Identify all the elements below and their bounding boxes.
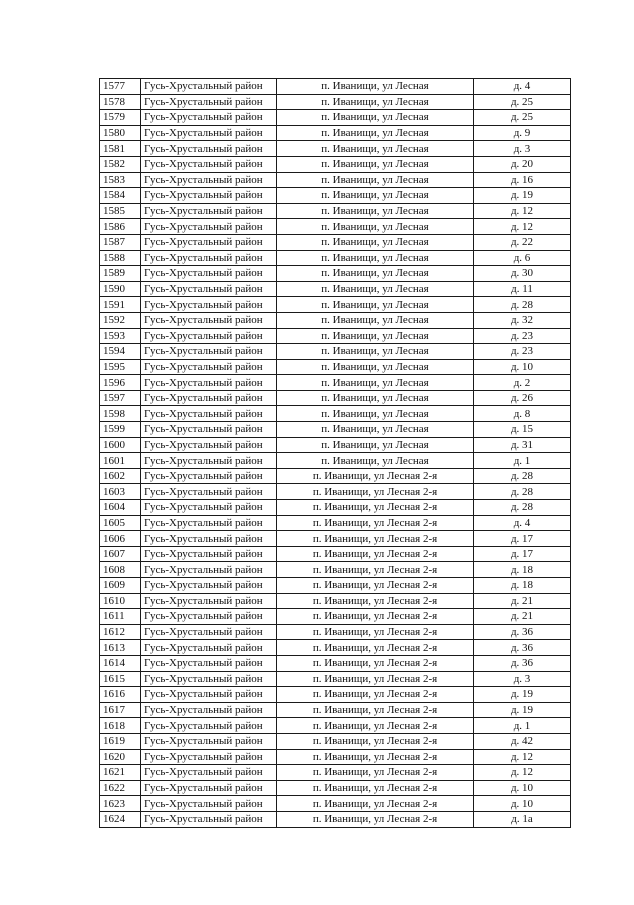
street-cell: п. Иванищи, ул Лесная <box>277 297 474 313</box>
district-cell: Гусь-Хрустальный район <box>141 562 277 578</box>
house-number-cell: д. 6 <box>474 250 571 266</box>
house-number-cell: д. 19 <box>474 188 571 204</box>
street-cell: п. Иванищи, ул Лесная 2-я <box>277 811 474 827</box>
row-number-cell: 1607 <box>100 546 141 562</box>
table-row <box>100 156 571 172</box>
street-cell: п. Иванищи, ул Лесная <box>277 328 474 344</box>
house-number-cell: д. 3 <box>474 141 571 157</box>
house-number-cell: д. 12 <box>474 749 571 765</box>
row-number-cell: 1588 <box>100 250 141 266</box>
house-number-cell: д. 28 <box>474 484 571 500</box>
district-cell: Гусь-Хрустальный район <box>141 765 277 781</box>
table-row <box>100 484 571 500</box>
row-number-cell: 1578 <box>100 94 141 110</box>
house-number-cell: д. 15 <box>474 422 571 438</box>
table-row <box>100 297 571 313</box>
row-number-cell: 1594 <box>100 344 141 360</box>
row-number-cell: 1599 <box>100 422 141 438</box>
street-cell: п. Иванищи, ул Лесная 2-я <box>277 702 474 718</box>
street-cell: п. Иванищи, ул Лесная <box>277 390 474 406</box>
district-cell: Гусь-Хрустальный район <box>141 312 277 328</box>
row-number-cell: 1589 <box>100 266 141 282</box>
house-number-cell: д. 17 <box>474 546 571 562</box>
table-row <box>100 234 571 250</box>
house-number-cell: д. 4 <box>474 515 571 531</box>
district-cell: Гусь-Хрустальный район <box>141 453 277 469</box>
table-row <box>100 110 571 126</box>
street-cell: п. Иванищи, ул Лесная <box>277 281 474 297</box>
table-row <box>100 500 571 516</box>
street-cell: п. Иванищи, ул Лесная 2-я <box>277 593 474 609</box>
street-cell: п. Иванищи, ул Лесная <box>277 172 474 188</box>
table-row <box>100 344 571 360</box>
house-number-cell: д. 17 <box>474 531 571 547</box>
house-number-cell: д. 19 <box>474 687 571 703</box>
table-row <box>100 687 571 703</box>
house-number-cell: д. 11 <box>474 281 571 297</box>
house-number-cell: д. 12 <box>474 203 571 219</box>
district-cell: Гусь-Хрустальный район <box>141 796 277 812</box>
row-number-cell: 1615 <box>100 671 141 687</box>
district-cell: Гусь-Хрустальный район <box>141 687 277 703</box>
table-row <box>100 141 571 157</box>
address-registry-table <box>99 78 571 828</box>
street-cell: п. Иванищи, ул Лесная <box>277 437 474 453</box>
street-cell: п. Иванищи, ул Лесная 2-я <box>277 765 474 781</box>
street-cell: п. Иванищи, ул Лесная 2-я <box>277 578 474 594</box>
house-number-cell: д. 10 <box>474 780 571 796</box>
table-row <box>100 219 571 235</box>
district-cell: Гусь-Хрустальный район <box>141 609 277 625</box>
table-row <box>100 437 571 453</box>
table-row <box>100 94 571 110</box>
district-cell: Гусь-Хрустальный район <box>141 94 277 110</box>
street-cell: п. Иванищи, ул Лесная 2-я <box>277 655 474 671</box>
table-row <box>100 266 571 282</box>
house-number-cell: д. 12 <box>474 219 571 235</box>
street-cell: п. Иванищи, ул Лесная 2-я <box>277 640 474 656</box>
street-cell: п. Иванищи, ул Лесная <box>277 79 474 95</box>
district-cell: Гусь-Хрустальный район <box>141 328 277 344</box>
row-number-cell: 1586 <box>100 219 141 235</box>
street-cell: п. Иванищи, ул Лесная <box>277 219 474 235</box>
row-number-cell: 1583 <box>100 172 141 188</box>
street-cell: п. Иванищи, ул Лесная 2-я <box>277 733 474 749</box>
street-cell: п. Иванищи, ул Лесная 2-я <box>277 671 474 687</box>
house-number-cell: д. 2 <box>474 375 571 391</box>
house-number-cell: д. 18 <box>474 578 571 594</box>
table-row <box>100 422 571 438</box>
house-number-cell: д. 8 <box>474 406 571 422</box>
house-number-cell: д. 36 <box>474 624 571 640</box>
district-cell: Гусь-Хрустальный район <box>141 344 277 360</box>
street-cell: п. Иванищи, ул Лесная <box>277 141 474 157</box>
row-number-cell: 1597 <box>100 390 141 406</box>
row-number-cell: 1600 <box>100 437 141 453</box>
street-cell: п. Иванищи, ул Лесная 2-я <box>277 718 474 734</box>
district-cell: Гусь-Хрустальный район <box>141 188 277 204</box>
row-number-cell: 1618 <box>100 718 141 734</box>
row-number-cell: 1584 <box>100 188 141 204</box>
district-cell: Гусь-Хрустальный район <box>141 733 277 749</box>
table-row <box>100 749 571 765</box>
house-number-cell: д. 3 <box>474 671 571 687</box>
street-cell: п. Иванищи, ул Лесная 2-я <box>277 546 474 562</box>
row-number-cell: 1609 <box>100 578 141 594</box>
house-number-cell: д. 9 <box>474 125 571 141</box>
district-cell: Гусь-Хрустальный район <box>141 422 277 438</box>
house-number-cell: д. 18 <box>474 562 571 578</box>
row-number-cell: 1617 <box>100 702 141 718</box>
district-cell: Гусь-Хрустальный район <box>141 640 277 656</box>
house-number-cell: д. 32 <box>474 312 571 328</box>
row-number-cell: 1624 <box>100 811 141 827</box>
district-cell: Гусь-Хрустальный район <box>141 515 277 531</box>
district-cell: Гусь-Хрустальный район <box>141 156 277 172</box>
table-row <box>100 609 571 625</box>
row-number-cell: 1593 <box>100 328 141 344</box>
street-cell: п. Иванищи, ул Лесная 2-я <box>277 484 474 500</box>
table-row <box>100 172 571 188</box>
row-number-cell: 1603 <box>100 484 141 500</box>
house-number-cell: д. 21 <box>474 593 571 609</box>
district-cell: Гусь-Хрустальный район <box>141 125 277 141</box>
table-row <box>100 765 571 781</box>
row-number-cell: 1620 <box>100 749 141 765</box>
house-number-cell: д. 23 <box>474 344 571 360</box>
house-number-cell: д. 26 <box>474 390 571 406</box>
house-number-cell: д. 10 <box>474 359 571 375</box>
table-row <box>100 359 571 375</box>
street-cell: п. Иванищи, ул Лесная <box>277 406 474 422</box>
street-cell: п. Иванищи, ул Лесная 2-я <box>277 531 474 547</box>
row-number-cell: 1622 <box>100 780 141 796</box>
street-cell: п. Иванищи, ул Лесная <box>277 359 474 375</box>
house-number-cell: д. 25 <box>474 110 571 126</box>
table-row <box>100 733 571 749</box>
table-row <box>100 125 571 141</box>
house-number-cell: д. 1 <box>474 718 571 734</box>
district-cell: Гусь-Хрустальный район <box>141 546 277 562</box>
district-cell: Гусь-Хрустальный район <box>141 718 277 734</box>
row-number-cell: 1616 <box>100 687 141 703</box>
district-cell: Гусь-Хрустальный район <box>141 500 277 516</box>
district-cell: Гусь-Хрустальный район <box>141 749 277 765</box>
row-number-cell: 1614 <box>100 655 141 671</box>
row-number-cell: 1577 <box>100 79 141 95</box>
table-row <box>100 281 571 297</box>
row-number-cell: 1605 <box>100 515 141 531</box>
district-cell: Гусь-Хрустальный район <box>141 281 277 297</box>
district-cell: Гусь-Хрустальный район <box>141 219 277 235</box>
house-number-cell: д. 23 <box>474 328 571 344</box>
table-row <box>100 531 571 547</box>
row-number-cell: 1601 <box>100 453 141 469</box>
street-cell: п. Иванищи, ул Лесная 2-я <box>277 468 474 484</box>
house-number-cell: д. 4 <box>474 79 571 95</box>
street-cell: п. Иванищи, ул Лесная <box>277 250 474 266</box>
row-number-cell: 1610 <box>100 593 141 609</box>
row-number-cell: 1611 <box>100 609 141 625</box>
row-number-cell: 1608 <box>100 562 141 578</box>
house-number-cell: д. 36 <box>474 640 571 656</box>
street-cell: п. Иванищи, ул Лесная 2-я <box>277 562 474 578</box>
table-row <box>100 796 571 812</box>
street-cell: п. Иванищи, ул Лесная 2-я <box>277 796 474 812</box>
street-cell: п. Иванищи, ул Лесная 2-я <box>277 624 474 640</box>
table-row <box>100 671 571 687</box>
table-row <box>100 562 571 578</box>
house-number-cell: д. 42 <box>474 733 571 749</box>
row-number-cell: 1612 <box>100 624 141 640</box>
house-number-cell: д. 10 <box>474 796 571 812</box>
table-row <box>100 390 571 406</box>
house-number-cell: д. 30 <box>474 266 571 282</box>
district-cell: Гусь-Хрустальный район <box>141 437 277 453</box>
house-number-cell: д. 1 <box>474 453 571 469</box>
street-cell: п. Иванищи, ул Лесная <box>277 344 474 360</box>
table-row <box>100 718 571 734</box>
table-row <box>100 655 571 671</box>
district-cell: Гусь-Хрустальный район <box>141 531 277 547</box>
row-number-cell: 1582 <box>100 156 141 172</box>
house-number-cell: д. 36 <box>474 655 571 671</box>
house-number-cell: д. 22 <box>474 234 571 250</box>
street-cell: п. Иванищи, ул Лесная <box>277 156 474 172</box>
house-number-cell: д. 25 <box>474 94 571 110</box>
row-number-cell: 1623 <box>100 796 141 812</box>
street-cell: п. Иванищи, ул Лесная 2-я <box>277 749 474 765</box>
district-cell: Гусь-Хрустальный район <box>141 780 277 796</box>
district-cell: Гусь-Хрустальный район <box>141 671 277 687</box>
district-cell: Гусь-Хрустальный район <box>141 79 277 95</box>
row-number-cell: 1580 <box>100 125 141 141</box>
table-row <box>100 780 571 796</box>
table-row <box>100 593 571 609</box>
district-cell: Гусь-Хрустальный район <box>141 203 277 219</box>
row-number-cell: 1613 <box>100 640 141 656</box>
row-number-cell: 1596 <box>100 375 141 391</box>
house-number-cell: д. 20 <box>474 156 571 172</box>
row-number-cell: 1581 <box>100 141 141 157</box>
row-number-cell: 1590 <box>100 281 141 297</box>
district-cell: Гусь-Хрустальный район <box>141 390 277 406</box>
row-number-cell: 1587 <box>100 234 141 250</box>
table-row <box>100 624 571 640</box>
house-number-cell: д. 1а <box>474 811 571 827</box>
district-cell: Гусь-Хрустальный район <box>141 172 277 188</box>
house-number-cell: д. 28 <box>474 468 571 484</box>
district-cell: Гусь-Хрустальный район <box>141 578 277 594</box>
street-cell: п. Иванищи, ул Лесная <box>277 110 474 126</box>
street-cell: п. Иванищи, ул Лесная 2-я <box>277 780 474 796</box>
house-number-cell: д. 28 <box>474 297 571 313</box>
table-row <box>100 312 571 328</box>
district-cell: Гусь-Хрустальный район <box>141 702 277 718</box>
house-number-cell: д. 19 <box>474 702 571 718</box>
street-cell: п. Иванищи, ул Лесная <box>277 266 474 282</box>
street-cell: п. Иванищи, ул Лесная 2-я <box>277 500 474 516</box>
district-cell: Гусь-Хрустальный район <box>141 484 277 500</box>
district-cell: Гусь-Хрустальный район <box>141 655 277 671</box>
row-number-cell: 1591 <box>100 297 141 313</box>
street-cell: п. Иванищи, ул Лесная <box>277 375 474 391</box>
street-cell: п. Иванищи, ул Лесная <box>277 312 474 328</box>
table-row <box>100 515 571 531</box>
table-row <box>100 375 571 391</box>
district-cell: Гусь-Хрустальный район <box>141 110 277 126</box>
district-cell: Гусь-Хрустальный район <box>141 406 277 422</box>
row-number-cell: 1602 <box>100 468 141 484</box>
district-cell: Гусь-Хрустальный район <box>141 141 277 157</box>
row-number-cell: 1592 <box>100 312 141 328</box>
table-row <box>100 250 571 266</box>
street-cell: п. Иванищи, ул Лесная <box>277 453 474 469</box>
row-number-cell: 1619 <box>100 733 141 749</box>
district-cell: Гусь-Хрустальный район <box>141 811 277 827</box>
row-number-cell: 1579 <box>100 110 141 126</box>
table-row <box>100 203 571 219</box>
row-number-cell: 1621 <box>100 765 141 781</box>
table-row <box>100 453 571 469</box>
street-cell: п. Иванищи, ул Лесная 2-я <box>277 687 474 703</box>
house-number-cell: д. 12 <box>474 765 571 781</box>
table-row <box>100 578 571 594</box>
district-cell: Гусь-Хрустальный район <box>141 624 277 640</box>
row-number-cell: 1585 <box>100 203 141 219</box>
table-row <box>100 328 571 344</box>
table-row <box>100 406 571 422</box>
district-cell: Гусь-Хрустальный район <box>141 234 277 250</box>
district-cell: Гусь-Хрустальный район <box>141 250 277 266</box>
table-row <box>100 79 571 95</box>
street-cell: п. Иванищи, ул Лесная <box>277 94 474 110</box>
street-cell: п. Иванищи, ул Лесная <box>277 234 474 250</box>
table-row <box>100 702 571 718</box>
row-number-cell: 1606 <box>100 531 141 547</box>
street-cell: п. Иванищи, ул Лесная <box>277 188 474 204</box>
table-row <box>100 468 571 484</box>
house-number-cell: д. 28 <box>474 500 571 516</box>
table-row <box>100 546 571 562</box>
street-cell: п. Иванищи, ул Лесная <box>277 125 474 141</box>
district-cell: Гусь-Хрустальный район <box>141 468 277 484</box>
district-cell: Гусь-Хрустальный район <box>141 359 277 375</box>
district-cell: Гусь-Хрустальный район <box>141 593 277 609</box>
registry-table-body <box>100 79 571 828</box>
house-number-cell: д. 21 <box>474 609 571 625</box>
row-number-cell: 1595 <box>100 359 141 375</box>
house-number-cell: д. 31 <box>474 437 571 453</box>
street-cell: п. Иванищи, ул Лесная <box>277 422 474 438</box>
street-cell: п. Иванищи, ул Лесная <box>277 203 474 219</box>
district-cell: Гусь-Хрустальный район <box>141 297 277 313</box>
row-number-cell: 1604 <box>100 500 141 516</box>
table-row <box>100 640 571 656</box>
district-cell: Гусь-Хрустальный район <box>141 375 277 391</box>
row-number-cell: 1598 <box>100 406 141 422</box>
street-cell: п. Иванищи, ул Лесная 2-я <box>277 609 474 625</box>
house-number-cell: д. 16 <box>474 172 571 188</box>
street-cell: п. Иванищи, ул Лесная 2-я <box>277 515 474 531</box>
district-cell: Гусь-Хрустальный район <box>141 266 277 282</box>
table-row <box>100 188 571 204</box>
table-row <box>100 811 571 827</box>
